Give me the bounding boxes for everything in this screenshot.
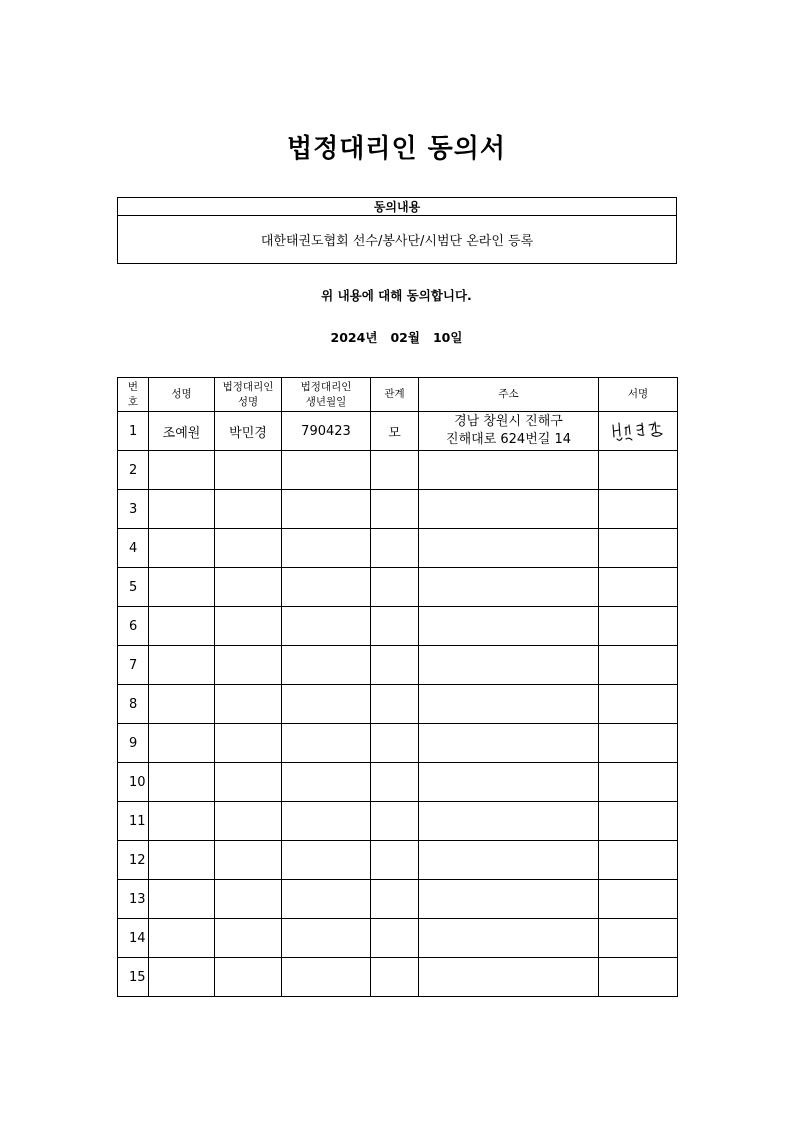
cell-guardian-birthdate	[282, 763, 371, 802]
table-row	[118, 607, 678, 646]
cell-guardian-birthdate	[282, 841, 371, 880]
cell-relation	[371, 685, 419, 724]
header-guardian-name: 법정대리인 성명	[215, 378, 282, 412]
cell-relation	[371, 724, 419, 763]
table-row	[118, 958, 678, 997]
cell-guardian-birthdate	[282, 724, 371, 763]
cell-guardian-birthdate	[282, 529, 371, 568]
cell-address	[419, 802, 599, 841]
cell-guardian-name	[215, 919, 282, 958]
cell-guardian-birthdate	[282, 919, 371, 958]
cell-name: 조예원	[149, 412, 215, 451]
cell-name	[149, 919, 215, 958]
cell-relation	[371, 646, 419, 685]
table-row	[118, 802, 678, 841]
table-row	[118, 490, 678, 529]
cell-name	[149, 607, 215, 646]
cell-signature	[599, 451, 678, 490]
cell-guardian-name	[215, 451, 282, 490]
cell-signature	[599, 763, 678, 802]
cell-guardian-birthdate	[282, 646, 371, 685]
cell-relation: 모	[371, 412, 419, 451]
address-line-2: 진해대로 624번길 14	[446, 432, 571, 447]
row-number: 10	[118, 763, 149, 802]
cell-relation	[371, 919, 419, 958]
cell-name	[149, 529, 215, 568]
table-row	[118, 646, 678, 685]
table-row	[118, 841, 678, 880]
cell-relation	[371, 763, 419, 802]
document-date: 2024년 02월 10일	[330, 330, 463, 345]
cell-name	[149, 724, 215, 763]
cell-relation	[371, 451, 419, 490]
cell-guardian-name	[215, 646, 282, 685]
cell-guardian-name	[215, 568, 282, 607]
row-number: 11	[118, 802, 149, 841]
row-number: 15	[118, 958, 149, 997]
cell-signature	[599, 490, 678, 529]
cell-name	[149, 958, 215, 997]
cell-guardian-birthdate	[282, 958, 371, 997]
cell-signature	[599, 958, 678, 997]
cell-name	[149, 646, 215, 685]
cell-address	[419, 607, 599, 646]
row-number: 7	[118, 646, 149, 685]
cell-signature	[599, 841, 678, 880]
cell-address	[419, 490, 599, 529]
cell-guardian-name	[215, 724, 282, 763]
table-row	[118, 724, 678, 763]
cell-relation	[371, 958, 419, 997]
row-number: 12	[118, 841, 149, 880]
cell-guardian-name	[215, 841, 282, 880]
cell-address	[419, 646, 599, 685]
consent-body: 대한태권도협회 선수/봉사단/시범단 온라인 등록	[118, 216, 677, 264]
cell-signature	[599, 607, 678, 646]
cell-address	[419, 919, 599, 958]
cell-signature	[599, 802, 678, 841]
cell-address	[419, 763, 599, 802]
table-row	[118, 763, 678, 802]
cell-guardian-name	[215, 685, 282, 724]
cell-guardian-name	[215, 958, 282, 997]
cell-signature	[599, 919, 678, 958]
cell-relation	[371, 607, 419, 646]
header-address: 주소	[419, 378, 599, 412]
cell-guardian-birthdate	[282, 451, 371, 490]
row-number: 13	[118, 880, 149, 919]
cell-guardian-birthdate: 790423	[282, 412, 371, 451]
cell-relation	[371, 880, 419, 919]
table-row	[118, 568, 678, 607]
header-name: 성명	[149, 378, 215, 412]
header-number: 번 호	[118, 378, 149, 412]
table-row	[118, 880, 678, 919]
cell-address	[419, 412, 599, 451]
cell-relation	[371, 568, 419, 607]
table-header-row	[118, 378, 678, 412]
cell-address	[419, 529, 599, 568]
cell-guardian-birthdate	[282, 607, 371, 646]
table-row	[118, 919, 678, 958]
row-number: 1	[118, 412, 149, 451]
cell-relation	[371, 841, 419, 880]
consent-content-box	[117, 197, 677, 264]
cell-name	[149, 763, 215, 802]
cell-address	[419, 958, 599, 997]
row-number: 14	[118, 919, 149, 958]
row-number: 8	[118, 685, 149, 724]
cell-signature	[599, 685, 678, 724]
handwritten-signature	[608, 417, 668, 445]
cell-relation	[371, 802, 419, 841]
cell-name	[149, 841, 215, 880]
header-relation: 관계	[371, 378, 419, 412]
row-number: 9	[118, 724, 149, 763]
cell-guardian-birthdate	[282, 880, 371, 919]
cell-guardian-birthdate	[282, 490, 371, 529]
row-number: 6	[118, 607, 149, 646]
header-guardian-birthdate: 법정대리인 생년월일	[282, 378, 371, 412]
cell-address	[419, 880, 599, 919]
cell-guardian-birthdate	[282, 568, 371, 607]
table-row	[118, 529, 678, 568]
cell-signature	[599, 724, 678, 763]
cell-relation	[371, 529, 419, 568]
cell-address	[419, 841, 599, 880]
cell-name	[149, 451, 215, 490]
cell-signature	[599, 412, 678, 451]
cell-signature	[599, 529, 678, 568]
cell-guardian-birthdate	[282, 685, 371, 724]
cell-relation	[371, 490, 419, 529]
cell-address	[419, 451, 599, 490]
cell-signature	[599, 880, 678, 919]
cell-guardian-name	[215, 763, 282, 802]
cell-name	[149, 880, 215, 919]
guardian-roster-table	[117, 377, 678, 997]
consent-header: 동의내용	[118, 198, 677, 216]
address-line-1: 경남 창원시 진해구	[454, 414, 563, 429]
cell-name	[149, 568, 215, 607]
cell-signature	[599, 568, 678, 607]
row-number: 5	[118, 568, 149, 607]
cell-guardian-name	[215, 490, 282, 529]
row-number: 4	[118, 529, 149, 568]
cell-name	[149, 685, 215, 724]
table-row	[118, 451, 678, 490]
cell-address	[419, 685, 599, 724]
cell-guardian-name	[215, 880, 282, 919]
table-row	[118, 412, 678, 451]
cell-name	[149, 802, 215, 841]
cell-guardian-name	[215, 607, 282, 646]
document-title: 법정대리인 동의서	[287, 134, 506, 164]
cell-guardian-birthdate	[282, 802, 371, 841]
cell-address	[419, 724, 599, 763]
cell-guardian-name	[215, 529, 282, 568]
cell-name	[149, 490, 215, 529]
cell-guardian-name	[215, 802, 282, 841]
agreement-statement: 위 내용에 대해 동의합니다.	[321, 288, 472, 303]
cell-address	[419, 568, 599, 607]
header-signature: 서명	[599, 378, 678, 412]
cell-guardian-name: 박민경	[215, 412, 282, 451]
row-number: 3	[118, 490, 149, 529]
cell-signature	[599, 646, 678, 685]
table-row	[118, 685, 678, 724]
row-number: 2	[118, 451, 149, 490]
